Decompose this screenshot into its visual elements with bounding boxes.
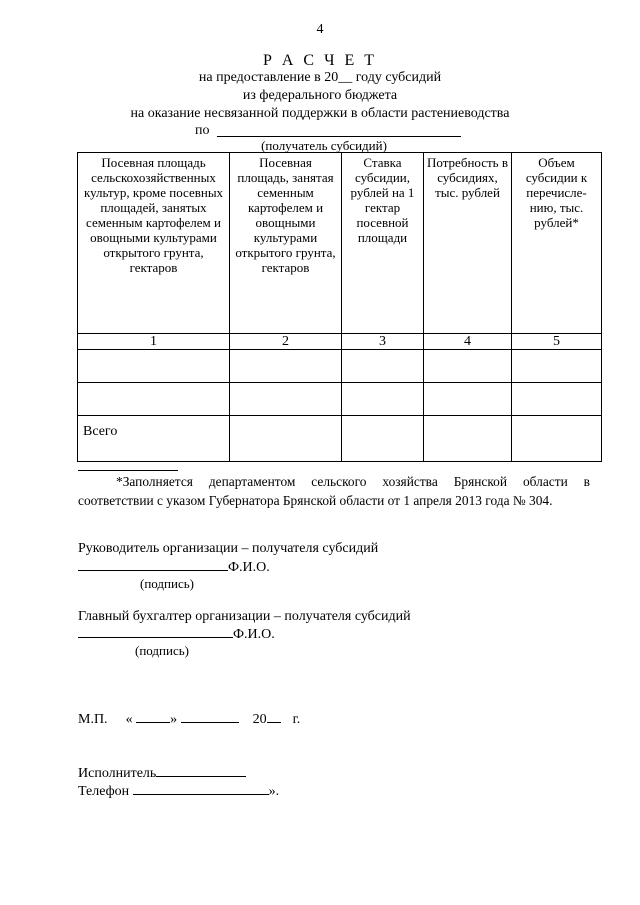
header-cell-4: Потребность в субсидиях, тыс. рублей: [424, 153, 512, 334]
column-number: 4: [424, 334, 512, 350]
accountant-signature-caption: (подпись): [135, 643, 189, 658]
header-cell-1: Посевная площадь сельскохозяйственных культур, кроме посевных площадей, занятых семенным картофелем и овощными культурами открытого грунта, гектаров: [78, 153, 230, 334]
stamp-place-label: М.П.: [78, 712, 108, 727]
footnote: *Заполняется департаментом сельского хозяйства Брянской области в соответствии с указом Губернатора Брянской области от 1 апреля 2013 года № 304.: [78, 474, 590, 508]
table-cell[interactable]: [78, 383, 230, 416]
table-cell[interactable]: [78, 350, 230, 383]
document-title: Р А С Ч Е Т: [262, 52, 378, 69]
table-row: [78, 383, 602, 416]
page-number: 4: [316, 22, 324, 37]
executor-label: Исполнитель: [78, 766, 157, 781]
column-number: 5: [512, 334, 602, 350]
table-header-row: [78, 153, 602, 334]
subsidy-calculation-table: [77, 152, 602, 462]
table-cell[interactable]: [230, 416, 342, 462]
column-number: 3: [342, 334, 424, 350]
day-field[interactable]: [136, 710, 170, 723]
table-cell[interactable]: [512, 383, 602, 416]
phone-label: Телефон: [78, 784, 130, 799]
subtitle-line-3: на оказание несвязанной поддержки в области растениеводства: [130, 106, 510, 121]
executor-line: [78, 764, 246, 782]
table-cell[interactable]: [424, 350, 512, 383]
accountant-role-label: Главный бухгалтер организации – получателя субсидий: [78, 609, 411, 624]
subtitle-line-1: на предоставление в 20__ году субсидий: [198, 70, 442, 85]
subtitle-line-2: из федерального бюджета: [242, 88, 398, 103]
year-suffix: г.: [292, 712, 301, 727]
recipient-caption: (получатель субсидий): [261, 138, 387, 153]
header-cell-3: Ставка субсидии, рублей на 1 гектар посевной площади: [342, 153, 424, 334]
head-signature-field[interactable]: [78, 558, 228, 571]
head-signature-caption: (подпись): [140, 576, 194, 591]
header-cell-5: Объем субсидии к перечисле-нию, тыс. рублей*: [512, 153, 602, 334]
footnote-separator: [78, 470, 178, 471]
phone-field[interactable]: [133, 782, 269, 795]
column-number-row: [78, 334, 602, 350]
recipient-fill-line: [217, 136, 461, 137]
table-cell[interactable]: [512, 350, 602, 383]
month-field[interactable]: [181, 710, 239, 723]
column-number: 1: [78, 334, 230, 350]
phone-line: [78, 782, 279, 800]
head-role-label: Руководитель организации – получателя субсидий: [78, 541, 379, 556]
executor-field[interactable]: [156, 764, 246, 777]
stamp-date-row: [78, 710, 300, 728]
table-cell[interactable]: [424, 383, 512, 416]
accountant-signature-line: [78, 625, 275, 643]
table-cell[interactable]: [230, 350, 342, 383]
column-number: 2: [230, 334, 342, 350]
total-label: Всего: [78, 416, 230, 462]
accountant-signature-field[interactable]: [78, 625, 233, 638]
year-field[interactable]: [267, 710, 281, 723]
phone-end: ».: [268, 784, 280, 799]
year-prefix: 20: [252, 712, 267, 727]
recipient-prefix: по: [195, 123, 210, 138]
table-cell[interactable]: [342, 350, 424, 383]
date-close-quote: »: [170, 712, 178, 727]
accountant-fio-label: Ф.И.О.: [233, 627, 275, 642]
table-cell[interactable]: [424, 416, 512, 462]
head-signature-line: [78, 558, 270, 576]
date-open-quote: «: [125, 712, 133, 727]
total-row: [78, 416, 602, 462]
table-cell[interactable]: [230, 383, 342, 416]
table-cell[interactable]: [512, 416, 602, 462]
table-cell[interactable]: [342, 383, 424, 416]
header-cell-2: Посевная площадь, занятая семенным картофелем и овощными культурами открытого грунта, гектаров: [230, 153, 342, 334]
table-row: [78, 350, 602, 383]
head-fio-label: Ф.И.О.: [228, 560, 270, 575]
table-cell[interactable]: [342, 416, 424, 462]
